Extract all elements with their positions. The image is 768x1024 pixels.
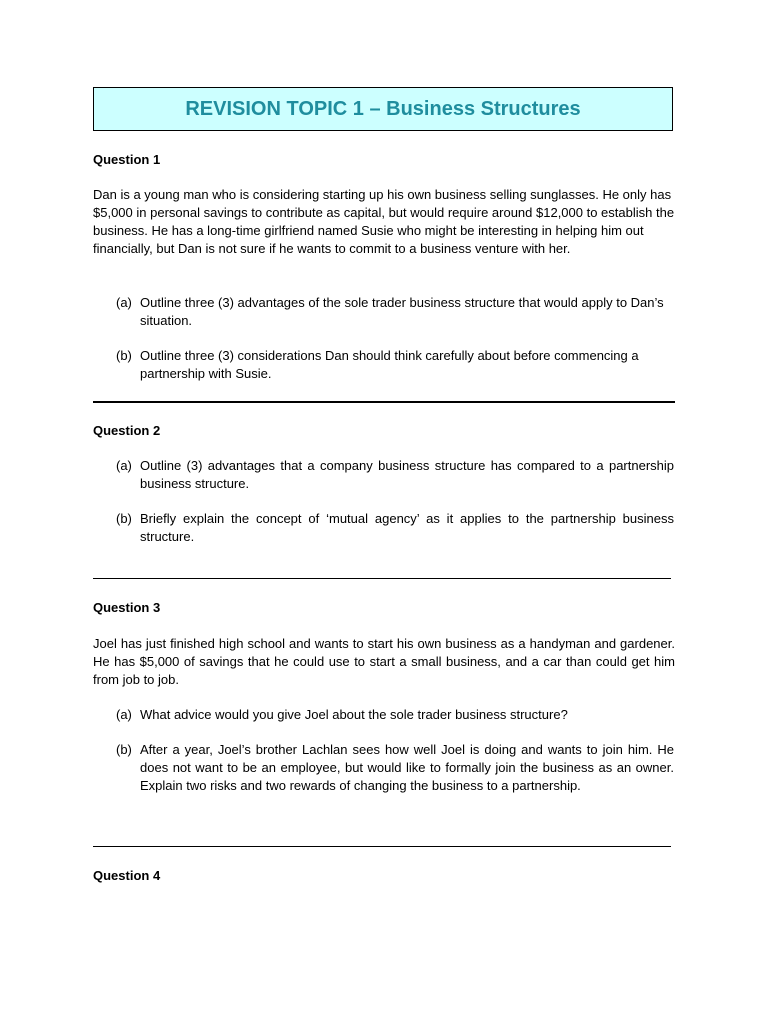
section-divider bbox=[93, 578, 671, 579]
part-text: Outline three (3) advantages of the sole trader business structure that would apply to Dan’s situation. bbox=[140, 295, 664, 328]
part-marker: (b) bbox=[116, 511, 132, 526]
question-3-part-a bbox=[116, 706, 674, 724]
page-title: REVISION TOPIC 1 – Business Structures bbox=[185, 97, 581, 120]
part-marker: (a) bbox=[116, 458, 132, 473]
question-3-intro: Joel has just finished high school and wants to start his own business as a handyman and gardener. He has $5,000 of savings that he could use to start a small business, and a car than could get him from job to job. bbox=[93, 636, 675, 687]
part-marker: (a) bbox=[116, 295, 132, 310]
question-2-part-a bbox=[116, 457, 674, 493]
part-marker: (a) bbox=[116, 707, 132, 722]
question-1-part-b bbox=[116, 347, 674, 383]
question-2-part-b bbox=[116, 510, 674, 546]
part-text: Outline three (3) considerations Dan should think carefully about before commencing a partnership with Susie. bbox=[140, 348, 639, 381]
question-4-label: Question 4 bbox=[93, 868, 161, 883]
part-text: After a year, Joel’s brother Lachlan sees how well Joel is doing and wants to join him. He does not want to be an employee, but would like to formally join the business as an owner. Explain two risks and two rewards of changing the business to a partnership. bbox=[140, 742, 674, 793]
part-marker: (b) bbox=[116, 742, 132, 757]
question-2-label: Question 2 bbox=[93, 423, 161, 438]
part-text: Outline (3) advantages that a company business structure has compared to a partnership business structure. bbox=[140, 458, 674, 491]
question-1-intro: Dan is a young man who is considering starting up his own business selling sunglasses. He only has $5,000 in personal savings to contribute as capital, but would require around $12,000 to establish the business. He has a long-time girlfriend named Susie who might be interesting in helping him out financially, but Dan is not sure if he wants to commit to a business venture with her. bbox=[93, 187, 675, 256]
question-1-label: Question 1 bbox=[93, 152, 161, 167]
part-text: Briefly explain the concept of ‘mutual agency’ as it applies to the partnership business structure. bbox=[140, 511, 674, 544]
title-box bbox=[93, 87, 673, 131]
section-divider bbox=[93, 401, 675, 403]
part-marker: (b) bbox=[116, 348, 132, 363]
question-3-label: Question 3 bbox=[93, 600, 161, 615]
question-3-part-b bbox=[116, 741, 674, 795]
part-text: What advice would you give Joel about the sole trader business structure? bbox=[140, 707, 568, 722]
question-1-part-a bbox=[116, 294, 674, 330]
section-divider bbox=[93, 846, 671, 847]
